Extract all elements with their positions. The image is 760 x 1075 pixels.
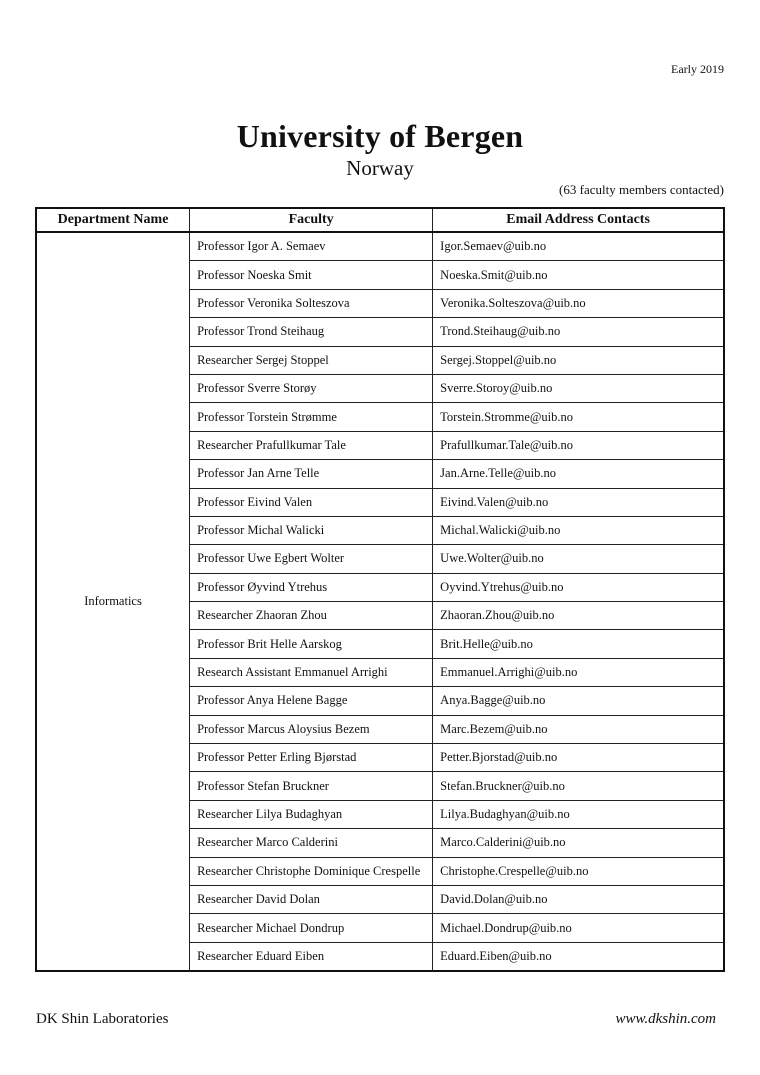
footer-lab-name: DK Shin Laboratories — [36, 1011, 169, 1027]
email-cell: Igor.Semaev@uib.no — [433, 232, 724, 261]
document-date: Early 2019 — [671, 62, 724, 76]
faculty-cell: Professor Marcus Aloysius Bezem — [190, 715, 433, 743]
email-cell: Noeska.Smit@uib.no — [433, 261, 724, 289]
faculty-cell: Professor Igor A. Semaev — [190, 232, 433, 261]
faculty-cell: Professor Petter Erling Bjørstad — [190, 744, 433, 772]
email-cell: Uwe.Wolter@uib.no — [433, 545, 724, 573]
column-header-department: Department Name — [36, 208, 190, 232]
table-row — [36, 232, 724, 261]
email-cell: Anya.Bagge@uib.no — [433, 687, 724, 715]
email-cell: Jan.Arne.Telle@uib.no — [433, 460, 724, 488]
faculty-cell: Researcher Sergej Stoppel — [190, 346, 433, 374]
email-cell: Eivind.Valen@uib.no — [433, 488, 724, 516]
faculty-cell: Professor Øyvind Ytrehus — [190, 573, 433, 601]
faculty-contacts-table — [35, 207, 725, 972]
faculty-cell: Researcher Lilya Budaghyan — [190, 800, 433, 828]
email-cell: Lilya.Budaghyan@uib.no — [433, 800, 724, 828]
faculty-cell: Professor Jan Arne Telle — [190, 460, 433, 488]
column-header-faculty: Faculty — [190, 208, 433, 232]
faculty-cell: Professor Uwe Egbert Wolter — [190, 545, 433, 573]
email-cell: Zhaoran.Zhou@uib.no — [433, 602, 724, 630]
department-cell: Informatics — [36, 232, 190, 971]
faculty-cell: Professor Eivind Valen — [190, 488, 433, 516]
email-cell: Trond.Steihaug@uib.no — [433, 318, 724, 346]
email-cell: Michael.Dondrup@uib.no — [433, 914, 724, 942]
email-cell: Marco.Calderini@uib.no — [433, 829, 724, 857]
email-cell: Petter.Bjorstad@uib.no — [433, 744, 724, 772]
page-subtitle: Norway — [346, 156, 414, 180]
email-cell: Emmanuel.Arrighi@uib.no — [433, 658, 724, 686]
email-cell: Oyvind.Ytrehus@uib.no — [433, 573, 724, 601]
faculty-cell: Researcher David Dolan — [190, 885, 433, 913]
column-header-email: Email Address Contacts — [433, 208, 724, 232]
contact-count-note: (63 faculty members contacted) — [559, 182, 724, 197]
faculty-cell: Research Assistant Emmanuel Arrighi — [190, 658, 433, 686]
footer-website: www.dkshin.com — [615, 1011, 716, 1027]
faculty-cell: Researcher Zhaoran Zhou — [190, 602, 433, 630]
faculty-cell: Professor Stefan Bruckner — [190, 772, 433, 800]
faculty-cell: Researcher Marco Calderini — [190, 829, 433, 857]
table-header-row — [36, 208, 724, 232]
email-cell: Michal.Walicki@uib.no — [433, 516, 724, 544]
faculty-cell: Professor Torstein Strømme — [190, 403, 433, 431]
faculty-cell: Professor Brit Helle Aarskog — [190, 630, 433, 658]
email-cell: Sergej.Stoppel@uib.no — [433, 346, 724, 374]
faculty-cell: Researcher Eduard Eiben — [190, 942, 433, 971]
faculty-cell: Researcher Michael Dondrup — [190, 914, 433, 942]
faculty-cell: Researcher Christophe Dominique Crespelle — [190, 857, 433, 885]
faculty-cell: Professor Veronika Solteszova — [190, 289, 433, 317]
email-cell: Sverre.Storoy@uib.no — [433, 374, 724, 402]
faculty-cell: Professor Trond Steihaug — [190, 318, 433, 346]
email-cell: Torstein.Stromme@uib.no — [433, 403, 724, 431]
email-cell: Veronika.Solteszova@uib.no — [433, 289, 724, 317]
email-cell: Christophe.Crespelle@uib.no — [433, 857, 724, 885]
email-cell: David.Dolan@uib.no — [433, 885, 724, 913]
faculty-cell: Professor Sverre Storøy — [190, 374, 433, 402]
email-cell: Stefan.Bruckner@uib.no — [433, 772, 724, 800]
email-cell: Eduard.Eiben@uib.no — [433, 942, 724, 971]
page-title: University of Bergen — [236, 118, 524, 154]
faculty-cell: Professor Noeska Smit — [190, 261, 433, 289]
faculty-cell: Researcher Prafullkumar Tale — [190, 431, 433, 459]
email-cell: Marc.Bezem@uib.no — [433, 715, 724, 743]
faculty-cell: Professor Michal Walicki — [190, 516, 433, 544]
faculty-cell: Professor Anya Helene Bagge — [190, 687, 433, 715]
email-cell: Brit.Helle@uib.no — [433, 630, 724, 658]
email-cell: Prafullkumar.Tale@uib.no — [433, 431, 724, 459]
